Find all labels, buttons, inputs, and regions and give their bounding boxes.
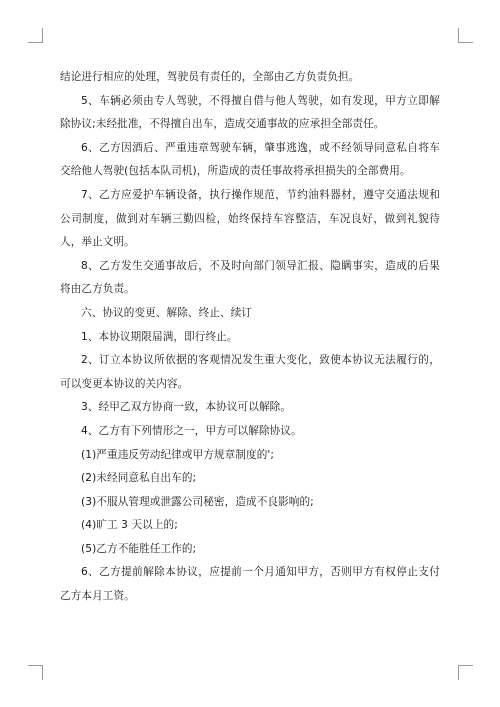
paragraph-item-2: 2、订立本协议所依据的客观情况发生重大变化，致使本协议无法履行的，可以变更本协议的关内容。: [60, 354, 440, 390]
crop-mark-top-right: [458, 28, 473, 43]
crop-mark-bottom-left: [28, 665, 43, 680]
paragraph-item-3: 3、经甲乙双方协商一致，本协议可以解除。: [81, 401, 292, 414]
paragraph-item-6: 6、乙方提前解除本协议，应提前一个月通知甲方，否则甲方有权停止支付乙方本月工资。: [60, 566, 440, 603]
paragraph-clause-7: 7、乙方应爱护车辆设备，执行操作规范，节约油料器材，遵守交通法规和公司制度，做到对车辆三勤四检，始终保持车容整洁，车况良好，做到礼貌待人，举止文明。: [60, 188, 440, 249]
crop-mark-top-left: [28, 28, 43, 43]
paragraph-item-1: 1、本协议期限届满，即行终止。: [81, 330, 238, 343]
paragraph-item-4: 4、乙方有下列情形之一，甲方可以解除协议。: [81, 424, 302, 437]
list-item-sub-4: (4)旷工 3 天以上的;: [81, 519, 178, 532]
list-item-sub-3: (3)不服从管理或泄露公司秘密，造成不良影响的;: [81, 495, 314, 508]
document-body: [60, 66, 440, 609]
crop-mark-bottom-right: [458, 665, 473, 680]
paragraph-clause-5: 5、车辆必须由专人驾驶，不得擅自借与他人驾驶，如有发现，甲方立即解除协议;未经批准，不得擅自出车，造成交通事故的应承担全部责任。: [60, 94, 440, 131]
list-item-sub-5: (5)乙方不能胜任工作的;: [81, 542, 197, 555]
paragraph-clause-8: 8、乙方发生交通事故后，不及时向部门领导汇报、隐瞒事实，造成的后果将由乙方负责。: [60, 259, 440, 296]
section-heading-6: 六、协议的变更、解除、终止、续订: [81, 306, 253, 319]
list-item-sub-2: (2)未经同意私自出车的;: [81, 472, 197, 485]
paragraph-continuation: 结论进行相应的处理，驾驶员有责任的，全部由乙方负责负担。: [60, 71, 360, 83]
paragraph-clause-6: 6、乙方因酒后、严重违章驾驶车辆，肇事逃逸，或不经领导同意私自将车交给他人驾驶(包括本队司机)，所造成的责任事故将承担损失的全部费用。: [60, 141, 440, 178]
list-item-sub-1: (1)严重违反劳动纪律或甲方规章制度的';: [81, 448, 275, 461]
